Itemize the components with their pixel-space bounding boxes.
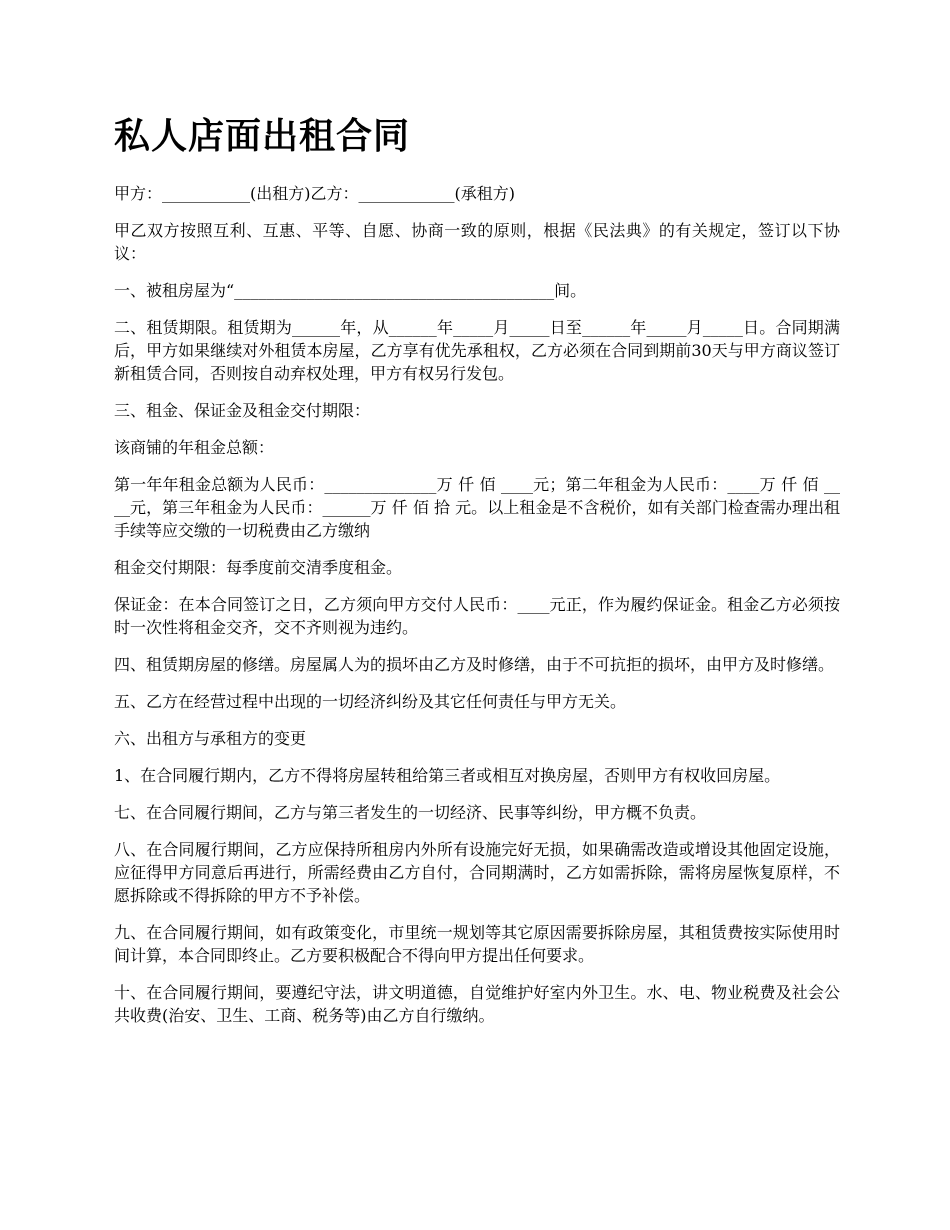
clause-5-disputes: 五、乙方在经营过程中出现的一切经济纠纷及其它任何责任与甲方无关。 xyxy=(114,692,627,711)
annual-rent-label: 该商铺的年租金总额： xyxy=(114,438,275,457)
clause-7-third-party: 七、在合同履行期间，乙方与第三者发生的一切经济、民事等纠纷，甲方概不负责。 xyxy=(114,803,707,822)
clause-4-repairs: 四、租赁期房屋的修缮。房屋属人为的损坏由乙方及时修缮，由于不可抗拒的损坏，由甲方及时修缮。 xyxy=(114,655,835,674)
clause-1-premises: 一、被租房屋为“________________________________________间。 xyxy=(114,281,587,300)
preamble-paragraph: 甲乙双方按照互利、互惠、平等、自愿、协商一致的原则，根据《民法典》的有关规定，签订以下协议： xyxy=(114,221,840,263)
clause-9-policy-change: 九、在合同履行期间，如有政策变化，市里统一规划等其它原因需要拆除房屋，其租赁费按实际使用时间计算，本合同即终止。乙方要积极配合不得向甲方提出任何要求。 xyxy=(114,923,840,965)
party-line: 甲方：___________(出租方)乙方：____________(承租方) xyxy=(114,184,515,203)
clause-6-heading: 六、出租方与承租方的变更 xyxy=(114,729,307,748)
clause-3-heading: 三、租金、保证金及租金交付期限： xyxy=(114,401,371,420)
clause-10-conduct-fees: 十、在合同履行期间，要遵纪守法，讲文明道德，自觉维护好室内外卫生。水、电、物业税费及社会公共收费(治安、卫生、工商、税务等)由乙方自行缴纳。 xyxy=(114,983,840,1025)
document-page xyxy=(114,112,840,1041)
deposit-paragraph: 保证金：在本合同签订之日，乙方须向甲方交付人民币：____元正，作为履约保证金。租金乙方必须按时一次性将租金交齐，交不齐则视为违约。 xyxy=(114,595,840,637)
annual-rent-amounts: 第一年年租金总额为人民币：______________万 仟 佰 ____元；第二年租金为人民币：____万 仟 佰 ____元，第三年租金为人民币：______万 仟 佰 拾 元。以上租金是不含税价，如有关部门检查需办理出租手续等应交缴的一切税费由乙方缴纳 xyxy=(114,475,840,540)
rent-payment-term: 租金交付期限：每季度前交清季度租金。 xyxy=(114,558,403,577)
clause-8-facilities: 八、在合同履行期间，乙方应保持所租房内外所有设施完好无损，如果确需改造或增设其他固定设施，应征得甲方同意后再进行，所需经费由乙方自付，合同期满时，乙方如需拆除，需将房屋恢复原样，不愿拆除或不得拆除的甲方不予补偿。 xyxy=(114,840,840,905)
clause-6-item-1: 1、在合同履行期内，乙方不得将房屋转租给第三者或相互对换房屋，否则甲方有权收回房屋。 xyxy=(114,766,781,785)
document-title: 私人店面出租合同 xyxy=(114,115,411,157)
clause-2-lease-term: 二、租赁期限。租赁期为______年，从______年_____月_____日至______年_____月_____日。合同期满后，甲方如果继续对外租赁本房屋，乙方享有优先承租权，乙方必须在合同到期前30天与甲方商议签订新租赁合同，否则按自动弃权处理，甲方有权另行发包。 xyxy=(114,318,840,383)
